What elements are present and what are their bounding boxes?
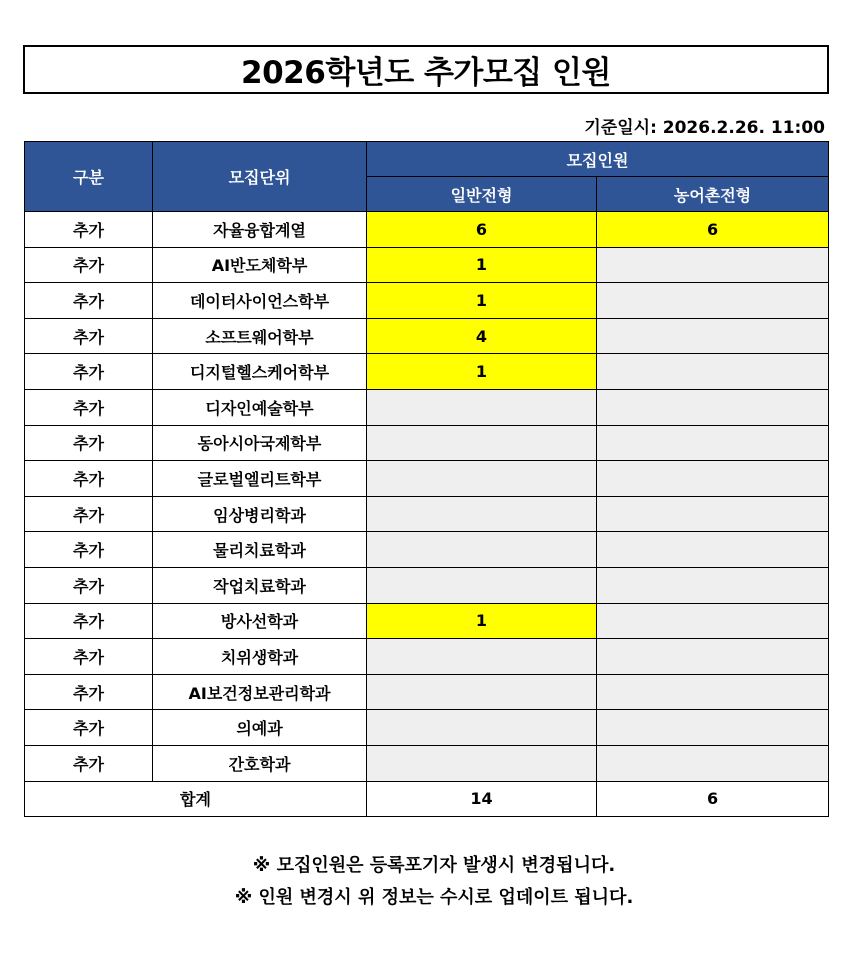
- table-row: [25, 354, 829, 390]
- row-unit: 동아시아국제학부: [153, 425, 367, 461]
- row-general: [367, 532, 597, 568]
- row-unit: AI보건정보관리학과: [153, 674, 367, 710]
- table-row: [25, 212, 829, 248]
- row-category: 추가: [25, 354, 153, 390]
- row-general: [367, 389, 597, 425]
- total-label: 합계: [25, 781, 367, 816]
- row-unit: 소프트웨어학부: [153, 318, 367, 354]
- row-category: 추가: [25, 318, 153, 354]
- row-general: 1: [367, 283, 597, 319]
- row-general: [367, 745, 597, 781]
- table-header-row: [25, 142, 829, 177]
- row-category: 추가: [25, 389, 153, 425]
- table-row: [25, 639, 829, 675]
- row-rural: [597, 496, 829, 532]
- table-row: [25, 247, 829, 283]
- row-category: 추가: [25, 425, 153, 461]
- table-row: [25, 603, 829, 639]
- row-rural: [597, 354, 829, 390]
- row-general: [367, 496, 597, 532]
- header-rural: 농어촌전형: [597, 177, 829, 212]
- table-row: [25, 389, 829, 425]
- row-general: [367, 567, 597, 603]
- row-category: 추가: [25, 532, 153, 568]
- row-unit: 데이터사이언스학부: [153, 283, 367, 319]
- row-rural: [597, 639, 829, 675]
- note-line: ※ 모집인원은 등록포기자 발생시 변경됩니다.: [252, 855, 616, 876]
- row-rural: [597, 710, 829, 746]
- row-rural: [597, 532, 829, 568]
- notes: [0, 850, 868, 914]
- table-row: [25, 461, 829, 497]
- row-general: 1: [367, 354, 597, 390]
- table-row: [25, 745, 829, 781]
- row-unit: 의예과: [153, 710, 367, 746]
- row-rural: [597, 247, 829, 283]
- reference-date: 기준일시: 2026.2.26. 11:00: [584, 118, 825, 138]
- row-category: 추가: [25, 496, 153, 532]
- row-category: 추가: [25, 603, 153, 639]
- row-rural: [597, 389, 829, 425]
- table-row: [25, 532, 829, 568]
- row-category: 추가: [25, 639, 153, 675]
- row-rural: [597, 745, 829, 781]
- row-category: 추가: [25, 247, 153, 283]
- table-row: [25, 496, 829, 532]
- row-category: 추가: [25, 674, 153, 710]
- page-title: 2026학년도 추가모집 인원: [23, 45, 829, 94]
- total-general: 14: [367, 781, 597, 816]
- row-rural: [597, 283, 829, 319]
- row-general: [367, 425, 597, 461]
- header-category: 구분: [25, 142, 153, 212]
- row-rural: [597, 603, 829, 639]
- row-unit: 간호학과: [153, 745, 367, 781]
- recruitment-table: [24, 141, 829, 817]
- table-row: [25, 674, 829, 710]
- row-category: 추가: [25, 567, 153, 603]
- row-category: 추가: [25, 710, 153, 746]
- row-general: [367, 674, 597, 710]
- row-rural: [597, 567, 829, 603]
- table-row: [25, 425, 829, 461]
- row-unit: 물리치료학과: [153, 532, 367, 568]
- row-category: 추가: [25, 283, 153, 319]
- row-category: 추가: [25, 745, 153, 781]
- row-unit: 방사선학과: [153, 603, 367, 639]
- total-rural: 6: [597, 781, 829, 816]
- table-row: [25, 318, 829, 354]
- row-general: 1: [367, 603, 597, 639]
- row-unit: 디자인예술학부: [153, 389, 367, 425]
- row-unit: 작업치료학과: [153, 567, 367, 603]
- row-general: 6: [367, 212, 597, 248]
- row-general: [367, 639, 597, 675]
- table-row: [25, 283, 829, 319]
- total-row: [25, 781, 829, 816]
- header-recruit: 모집인원: [367, 142, 829, 177]
- row-unit: 자율융합계열: [153, 212, 367, 248]
- table-row: [25, 710, 829, 746]
- table-body: [25, 212, 829, 782]
- row-unit: AI반도체학부: [153, 247, 367, 283]
- header-unit: 모집단위: [153, 142, 367, 212]
- row-category: 추가: [25, 212, 153, 248]
- row-rural: 6: [597, 212, 829, 248]
- row-unit: 디지털헬스케어학부: [153, 354, 367, 390]
- table-row: [25, 567, 829, 603]
- row-unit: 임상병리학과: [153, 496, 367, 532]
- row-general: [367, 710, 597, 746]
- row-unit: 치위생학과: [153, 639, 367, 675]
- row-rural: [597, 425, 829, 461]
- row-general: [367, 461, 597, 497]
- row-general: 1: [367, 247, 597, 283]
- header-general: 일반전형: [367, 177, 597, 212]
- row-category: 추가: [25, 461, 153, 497]
- row-general: 4: [367, 318, 597, 354]
- row-rural: [597, 461, 829, 497]
- row-rural: [597, 318, 829, 354]
- row-rural: [597, 674, 829, 710]
- row-unit: 글로벌엘리트학부: [153, 461, 367, 497]
- note-line: ※ 인원 변경시 위 정보는 수시로 업데이트 됩니다.: [234, 887, 634, 908]
